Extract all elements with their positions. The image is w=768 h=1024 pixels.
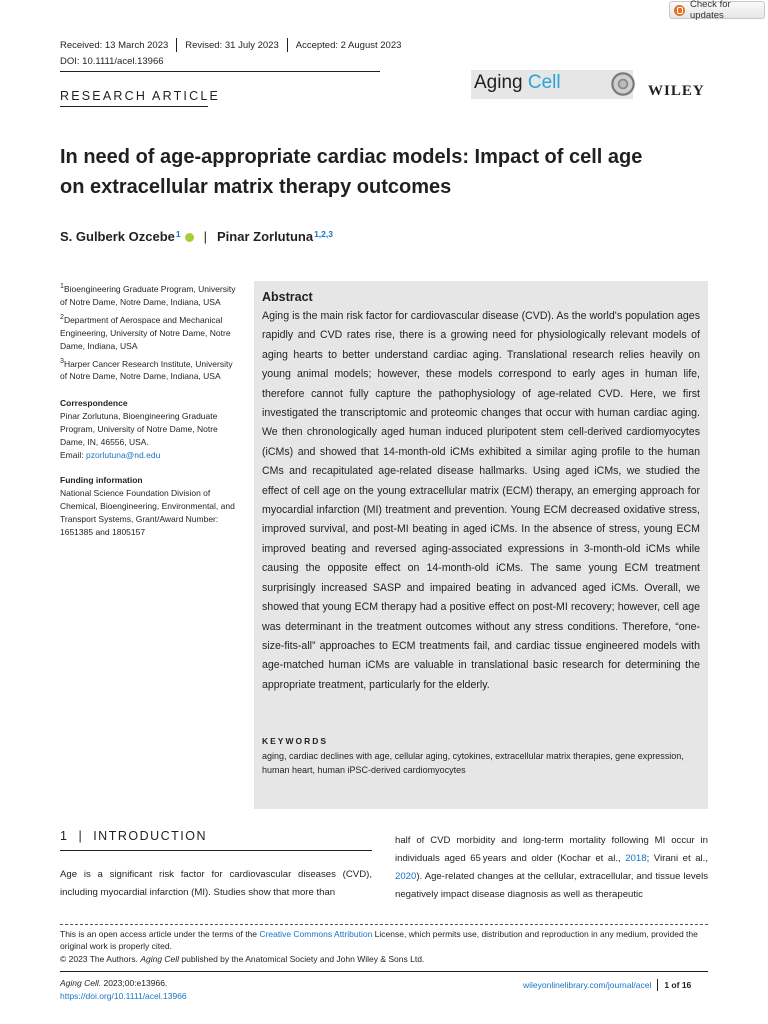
journal-name-part1: Aging [474,72,523,93]
title-line: on extracellular matrix therapy outcomes [60,176,452,198]
email-link[interactable]: pzorlutuna@nd.edu [85,450,161,461]
intro-text-right: half of CVD morbidity and long-term mortality following MI occur in individuals aged 65 years and older (Kochar et al., 2018; Virani et al., 2020). Age-related changes at the cellular, extracellular, and tissue levels negatively impact disease diagnosis as well as therapeutic [395,835,708,900]
revised-date: Revised: 31 July 2023 [185,39,279,51]
correspondence-heading: Correspondence [60,398,128,409]
received-date: Received: 13 March 2023 [60,39,169,51]
affiliation: $^2$Department of Aerospace and Mechanical Engineering, University of Notre Dame, Notre Dame, Indiana, USA [60,312,231,351]
author-name[interactable]: S. Gulberk Ozcebe [60,229,175,244]
divider [60,971,708,972]
journal-site-link[interactable]: wileyonlinelibrary.com/journal/acel [523,980,652,990]
publisher-logo: WILEY [648,83,705,99]
license-link[interactable]: Creative Commons Attribution [259,929,373,939]
divider [657,979,658,991]
journal-name-part2: Cell [527,72,561,93]
article-info-sidebar [60,280,240,539]
divider [60,850,372,851]
keywords-text: aging, cardiac declines with age, cellular aging, cytokines, extracellular matrix therapies, gene expression, human heart, human iPSC-derived cardiomyocytes [262,751,684,775]
divider [60,924,708,925]
footer-citation: Aging Cell. 2023;00:e13966. https://doi.org/10.1111/acel.13966 [60,978,187,1001]
update-icon [674,5,685,16]
page-number: 1 of 16 [664,980,692,990]
funding-text: National Science Foundation Division of Chemical, Bioengineering, Environmental, and Transport Systems, Grant/Award Number: 1651385 and 1805157 [60,488,235,538]
society-seal-icon [611,72,635,96]
article-title [60,142,720,202]
affiliation: $^1$Bioengineering Graduate Program, University of Notre Dame, Notre Dame, Indiana, USA [60,282,236,307]
author-list [60,229,333,244]
section-heading [60,829,207,843]
journal-logo [474,72,561,94]
footer-right [523,979,691,991]
abstract-heading: Abstract [262,290,313,304]
license-notice: This is an open access article under the terms of the Creative Commons Attribution License, which permits use, distribution and reproduction in any medium, provided the original work is properly cited. © 2023 The Authors. Aging Cell published by the Anatomical Society and John Wiley & Sons Ltd. [60,929,698,964]
title-line: In need of age-appropriate cardiac models: Impact of cell age [60,146,643,168]
citation-link[interactable]: 2020 [395,871,417,882]
divider [60,71,380,72]
keywords-heading: KEYWORDS [262,736,329,746]
check-for-updates-button[interactable] [669,1,765,19]
author-affiliation: 1 [175,229,181,239]
author-name[interactable]: Pinar Zorlutuna [217,229,314,244]
author-separator: | [203,229,207,244]
check-updates-label: Check for updates [690,0,731,21]
author-affiliation: 1,2,3 [314,229,333,239]
doi-link[interactable]: https://doi.org/10.1111/acel.13966 [60,991,187,1001]
funding-heading: Funding information [60,475,143,486]
citation-link[interactable]: 2018 [625,853,647,864]
section-separator: | [78,829,84,843]
orcid-icon[interactable] [185,233,194,242]
affiliation: $^3$Harper Cancer Research Institute, University of Notre Dame, Notre Dame, Indiana, USA [60,356,233,382]
divider [176,38,177,52]
article-dates [60,38,401,52]
abstract-text: Aging is the main risk factor for cardiovascular disease (CVD). As the world's population ages rapidly and CVD rates rise, there is a growing need for physiologically relevant models of aging hearts to better understand cardiac aging. Translational research relies heavily on young animal models; however, these models correspond to early ages in human life, therefore cannot fully capture the pathophysiology of age-related CVD. Here, we first investigated the transcriptomic and proteomic changes that occur with human cardiac aging. We then chronologically aged human induced pluripotent stem cell-derived cardiomyocytes (iCMs) and showed that 14-month-old iCMs exhibited a similar aging profile to the human CMs and recapitulated age-related disease hallmarks. Using aged iCMs, we studied the effect of cell age on the young extracellular matrix (ECM) therapy, an emerging approach for myocardial infarction (MI) treatment and prevention. Young ECM decreased oxidative stress, improved survival, and post-MI beating in aged iCMs. In the absence of stress, young ECM improved beating and reversed aging-associated expressions in 3-month-old iCMs while causing the opposite effect on 14-month-old iCMs. The same young ECM treatment surprisingly increased SASP and impaired beating in advanced aged iCMs. Overall, we showed that young ECM therapy had a positive effect on post-MI recovery; however, cell age was determinant in the treatment outcomes without any stress conditions. Therefore, “one-size-fits-all” approaches to ECM treatments fail, and cardiac tissue engineered models with age-matched human iCMs are valuable in translational basic research for determining the appropriate treatment, particularly for the elderly. [262,310,700,691]
doi: DOI: 10.1111/acel.13966 [60,56,164,67]
accepted-date: Accepted: 2 August 2023 [295,39,402,51]
section-title: INTRODUCTION [93,829,208,843]
article-type: RESEARCH ARTICLE [60,89,221,103]
intro-text-left: Age is a significant risk factor for cardiovascular diseases (CVD), including myocardial infarction (MI). Studies show that more than [60,869,372,898]
divider [60,106,208,107]
correspondence-text: Pinar Zorlutuna, Bioengineering Graduate Program, University of Notre Dame, Notre Dame, IN, 46556, USA. Email: pzorlutuna@nd.edu [60,411,218,461]
section-number: 1 [60,829,69,843]
divider [287,38,288,52]
